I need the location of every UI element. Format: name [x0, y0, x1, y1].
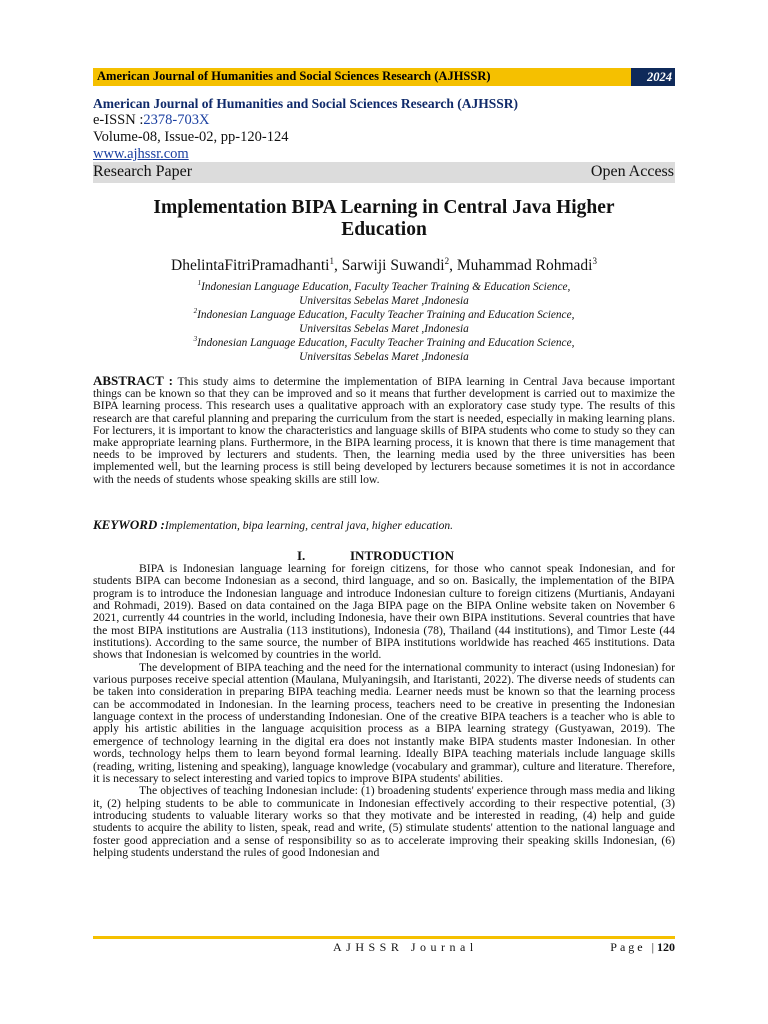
keywords — [93, 517, 675, 533]
author-affil-mark: 3 — [592, 256, 597, 266]
author-separator: , — [449, 257, 457, 275]
footer-page-number: 120 — [657, 940, 675, 954]
paper-title — [93, 197, 675, 241]
affil-line: Universitas Sebelas Maret ,Indonesia — [299, 294, 469, 307]
affiliation-1 — [93, 276, 675, 308]
author-list — [93, 256, 675, 275]
access-type: Open Access — [590, 163, 674, 180]
affil-mark: 1 — [197, 279, 202, 287]
title-line-1: Implementation BIPA Learning in Central Java Higher — [153, 197, 615, 218]
abstract-label: ABSTRACT : — [93, 373, 173, 388]
affil-line: Indonesian Language Education, Faculty Teacher Training and Education Science, — [197, 336, 575, 349]
footer-journal: AJHSSR Journal — [333, 940, 478, 954]
volume-info: Volume-08, Issue-02, pp-120-124 — [93, 129, 289, 145]
affil-mark: 2 — [193, 307, 198, 315]
journal-name: American Journal of Humanities and Social Sciences Research (AJHSSR) — [93, 96, 518, 111]
author-affil-mark: 1 — [329, 256, 334, 266]
issn — [93, 112, 675, 129]
journal-meta — [93, 96, 675, 163]
author-name: Sarwiji Suwandi — [341, 257, 445, 275]
affil-line: Universitas Sebelas Maret ,Indonesia — [299, 322, 469, 335]
affiliation-3 — [93, 332, 675, 364]
keyword-label: KEYWORD : — [93, 517, 165, 532]
affil-line: Indonesian Language Education, Faculty Teacher Training & Education Science, — [201, 280, 571, 293]
keyword-text: Implementation, bipa learning, central java, higher education. — [164, 520, 453, 532]
footer-rule — [93, 936, 675, 939]
affil-mark: 3 — [193, 335, 198, 343]
header-year: 2024 — [631, 68, 675, 86]
paragraph: The objectives of teaching Indonesian include: (1) broadening students' experience through mass media and liking it, (2) helping students to be able to communicate in Indonesian effectively according to their respective potential, (3) introducing students to valuable literary works so that they motivate and be interested in reading, (4) help and guide students to acquire the ability to listen, speak, read and write, (5) stimulate students' attention to the national language and foster good appreciation and a sense of responsibility so as to accelerate improving their speaking skills Indonesian, (6) helping students understand the rules of good Indonesian and — [93, 784, 675, 859]
section-title: INTRODUCTION — [350, 548, 455, 563]
issn-label: e-ISSN : — [93, 112, 144, 128]
author-separator: , — [333, 257, 342, 275]
introduction-body — [93, 563, 675, 859]
issn-value[interactable]: 2378-703X — [143, 112, 210, 128]
paragraph: The development of BIPA teaching and the need for the international community to interact (using Indonesian) for various purposes receive special attention (Maulana, Mulyaningsih, and Itaristanti, 2022). The diverse needs of students can be taken into consideration in preparing BIPA teaching media. Learner needs must be known so that the learning process can be accommodated in Indonesian. In the learning process, teachers need to be creative in presenting the Indonesian language context in the process of understanding Indonesian. One of the creative BIPA teachers is a teacher who is able to apply his artistic abilities in the language acquisition process as a BIPA learning strategy (Gustyawan, 2019). The emergence of technology learning in the digital era does not instantly make BIPA students master Indonesian. In other words, technology helps them to learn beyond formal learning. Ideally BIPA teaching materials include language skills (reading, writing, listening and speaking), language knowledge (vocabulary and grammar), culture and literature. Therefore, it is necessary to select interesting and varied topics to improve BIPA students' abilities. — [93, 660, 675, 785]
header-journal-title: American Journal of Humanities and Social Sciences Research (AJHSSR) — [97, 69, 491, 83]
paper-type: Research Paper — [93, 163, 193, 180]
affil-line: Indonesian Language Education, Faculty Teacher Training and Education Science, — [197, 308, 575, 321]
author-affil-mark: 2 — [444, 256, 450, 266]
section-number: I. — [297, 548, 306, 563]
abstract-text: This study aims to determine the implementation of BIPA learning in Central Java because important things can be known so that they can be improved and so it means that further development is carried out to maximize the BIPA learning process. This research uses a qualitative approach with an exploratory case study type. The results of this research are that careful planning and preparing the curriculum from the start is needed, especially in making learning plans. For lecturers, it is important to know the characteristics and language skills of BIPA students who come to study so they can make appropriate learning plans. Furthermore, in the BIPA learning process, it is known that there is time management that needs to be improved by lecturers and students. Then, the learning media used by the three universities has been implemented well, but the learning process is still being developed by lecturers because sometimes it is not in accordance with the needs of students whose speaking skills are still low. — [93, 375, 675, 486]
affiliation-2 — [93, 304, 675, 336]
author-name: Muhammad Rohmadi — [456, 257, 593, 275]
title-line-2: Education — [341, 219, 427, 240]
footer-page-label: Page | — [610, 940, 657, 954]
journal-website-link[interactable]: www.ajhssr.com — [93, 146, 189, 162]
paragraph: BIPA is Indonesian language learning for foreign citizens, for those who cannot speak Indonesian, and for students BIPA can become Indonesian as a second, third language, and so on. Basically, the implementation of the BIPA program is to introduce the Indonesian language and introduce Indonesian culture to foreign citizens (Murtianis, Andayani and Rohmadi, 2019). Based on data contained on the Jaga BIPA page on the BIPA Online website taken on November 6 2021, currently 44 countries in the world, including Indonesia, have their own BIPA institutions. Several countries that have the most BIPA institutions are Australia (113 institutions), Indonesia (78), Thailand (44 institutions), and Timor Leste (44 institutions). According to the same source, the number of BIPA institutions worldwide has reached 465 institutions. Data shows that Indonesian is welcomed by countries in the world. — [93, 562, 675, 662]
paper-type-bar — [93, 162, 675, 183]
footer-page — [610, 940, 675, 955]
journal-header-bar — [93, 68, 675, 86]
abstract — [93, 375, 675, 486]
affil-line: Universitas Sebelas Maret ,Indonesia — [299, 350, 469, 363]
author-name: DhelintaFitriPramadhanti — [171, 257, 330, 275]
